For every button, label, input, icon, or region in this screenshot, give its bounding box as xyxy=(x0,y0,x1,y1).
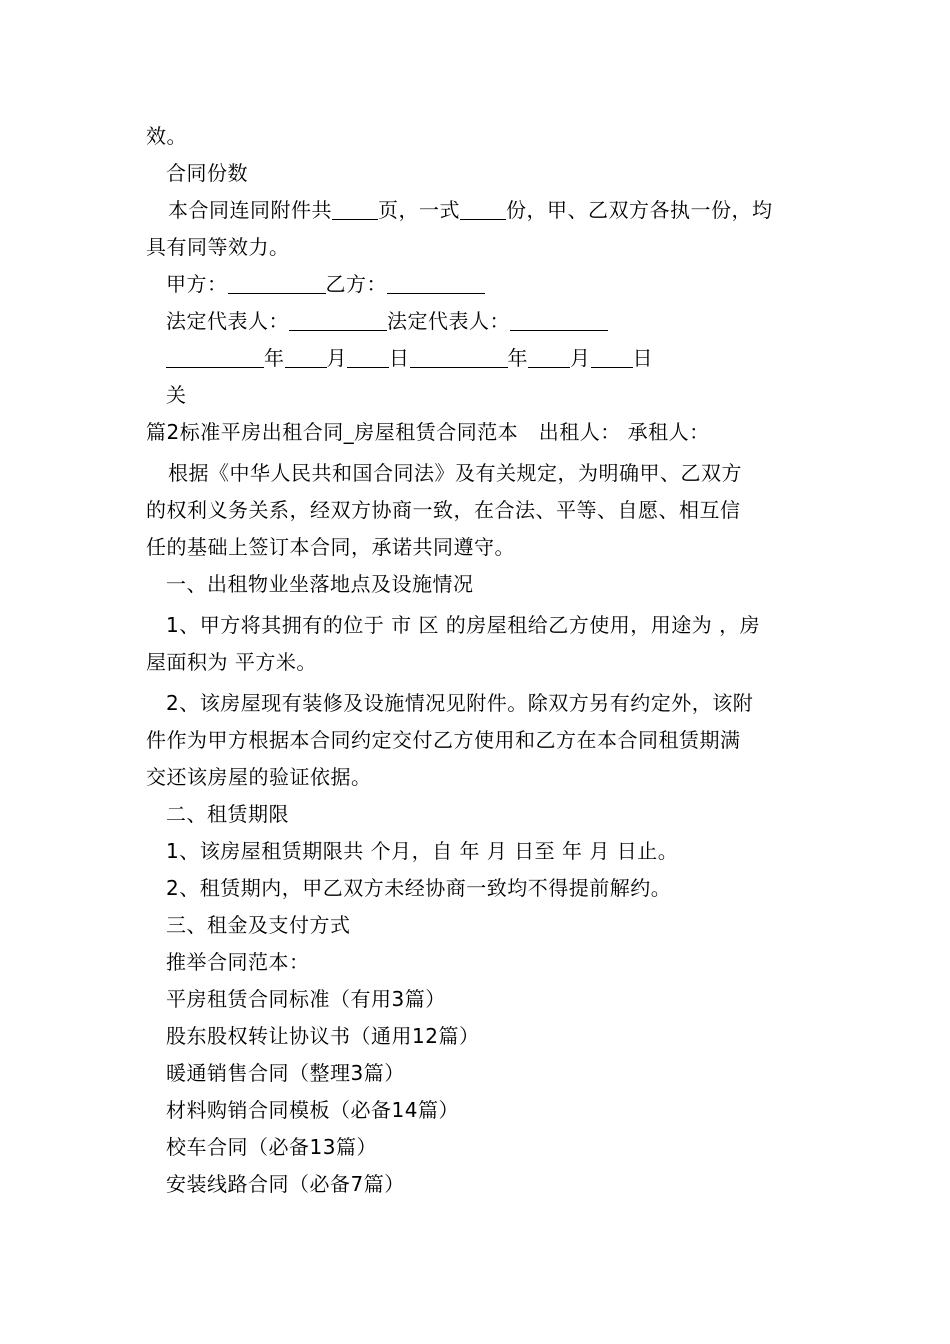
blank-underline xyxy=(228,271,326,294)
blank-underline xyxy=(285,345,327,368)
clause-line: 件作为甲方根据本合同约定交付乙方使用和乙方在本合同租赁期满 xyxy=(146,728,741,752)
clause-line: 1、甲方将其拥有的位于 市 区 的房屋租给乙方使用，用途为 ，房 xyxy=(166,613,761,637)
clause-line: 2、该房屋现有装修及设施情况见附件。除双方另有约定外，该附 xyxy=(166,691,754,715)
blank-underline xyxy=(289,308,387,331)
blank-underline xyxy=(332,197,378,220)
doc-line: 关 xyxy=(166,383,187,407)
party-b-label: 乙方： xyxy=(325,272,387,296)
date-day-label: 日 xyxy=(632,346,653,370)
doc-line: 具有同等效力。 xyxy=(146,235,290,259)
blank-underline xyxy=(528,345,570,368)
clause-line: 交还该房屋的验证依据。 xyxy=(146,765,372,789)
blank-underline xyxy=(410,345,508,368)
signature-date-line xyxy=(146,340,808,377)
blank-underline xyxy=(510,308,608,331)
clause-line: 2、租赁期内，甲乙双方未经协商一致均不得提前解约。 xyxy=(166,876,672,900)
intro-paragraph-line: 的权利义务关系，经双方协商一致，在合法、平等、自愿、相互信 xyxy=(146,498,741,522)
section-title: 三、租金及支付方式 xyxy=(166,913,351,937)
date-year-label: 年 xyxy=(264,346,285,370)
recommend-link[interactable]: 安装线路合同（必备7篇） xyxy=(166,1172,405,1196)
section-title-copies: 合同份数 xyxy=(166,161,248,185)
doc-line-copies-clause xyxy=(146,192,808,229)
document-page xyxy=(146,118,808,1203)
recommend-link[interactable]: 材料购销合同模板（必备14篇） xyxy=(166,1098,459,1122)
recommend-link[interactable]: 平房租赁合同标准（有用3篇） xyxy=(166,987,446,1011)
blank-underline xyxy=(347,345,389,368)
recommend-link[interactable]: 暖通销售合同（整理3篇） xyxy=(166,1061,405,1085)
blank-underline xyxy=(591,345,633,368)
recommend-title: 推举合同范本： xyxy=(166,950,310,974)
contract-heading: 篇2标准平房出租合同_房屋租赁合同范本 出租人： 承租人： xyxy=(146,420,710,444)
recommend-link[interactable]: 校车合同（必备13篇） xyxy=(166,1135,377,1159)
signature-rep-line xyxy=(146,303,808,340)
party-a-label: 甲方： xyxy=(166,272,228,296)
text-segment: 本合同连同附件共 xyxy=(168,198,332,222)
date-month-label: 月 xyxy=(570,346,591,370)
clause-line: 屋面积为 平方米。 xyxy=(146,650,317,674)
section-title: 二、租赁期限 xyxy=(166,802,289,826)
blank-underline xyxy=(166,345,264,368)
doc-line: 效。 xyxy=(146,124,187,148)
legal-rep-label: 法定代表人： xyxy=(387,309,510,333)
intro-paragraph-line: 任的基础上签订本合同，承诺共同遵守。 xyxy=(146,535,515,559)
signature-party-line xyxy=(146,266,808,303)
recommend-link[interactable]: 股东股权转让协议书（通用12篇） xyxy=(166,1024,480,1048)
date-year-label: 年 xyxy=(507,346,528,370)
section-title: 一、出租物业坐落地点及设施情况 xyxy=(166,572,474,596)
date-month-label: 月 xyxy=(326,346,347,370)
text-segment: 份，甲、乙双方各执一份，均 xyxy=(506,198,773,222)
text-segment: 页，一式 xyxy=(378,198,460,222)
blank-underline xyxy=(387,271,485,294)
blank-underline xyxy=(460,197,506,220)
date-day-label: 日 xyxy=(389,346,410,370)
clause-line: 1、该房屋租赁期限共 个月，自 年 月 日至 年 月 日止。 xyxy=(166,839,679,863)
intro-paragraph-line: 根据《中华人民共和国合同法》及有关规定，为明确甲、乙双方 xyxy=(168,461,742,485)
legal-rep-label: 法定代表人： xyxy=(166,309,289,333)
